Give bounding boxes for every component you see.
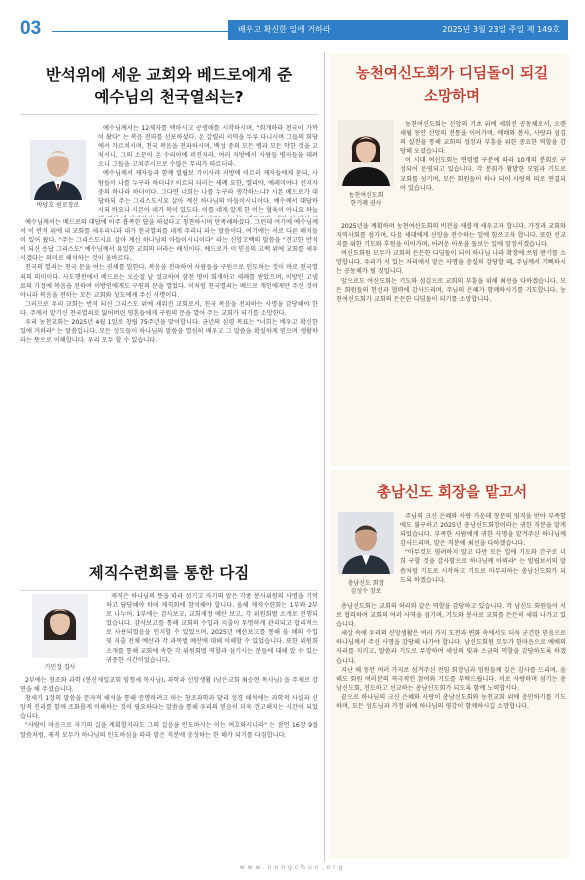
section-title: 배우고 확신한 일에 거하라	[238, 25, 331, 34]
footer-website: www.nongchun.org	[239, 864, 346, 871]
column-divider	[324, 52, 325, 862]
article1-body-top	[98, 124, 318, 217]
article1-title-line1: 반석위에 세운 교회와 베드로에게 준	[45, 66, 293, 84]
article1-paragraph: 그러므로 우리 교회는 반석 되신 그리스도 위에 세워진 교회로서, 천국 복음을 전파하는 사명을 감당해야 한다. 주께서 맡기신 천국열쇠로 잃어버린 영혼들에게 구원의 문을 열어 주는 교회가 되기를 소망한다.	[20, 300, 318, 317]
article2-caption: 기민정 집사	[44, 664, 76, 671]
article1-paragraph: 예수님께서는 12제자를 택하시고 공생애를 시작하시며, "회개하라 천국이 가까이 왔다" 는 복음 전파를 선포하셨다. 온 갈릴리 지역을 두루 다니시며 그들의 회당에서 가르치시며, 천국 복음을 전파하시며, 백성 중의 모든 병과 모든 약한 것을 고치시니, 그의 소문이 온 수리아에 퍼진지라, 여러 지방에서 사람들 병자들을 데려오니 그들을 고쳐주시므로 수많은 무리가 따르더라.	[98, 125, 318, 169]
page-header	[20, 18, 568, 42]
article4-paragraph: 총남신도회는 교회의 허리와 같은 역할을 감당하고 있습니다. 각 남신도 회원들이 서로 협력하여 교회의 여러 사역을 섬기며, 기도와 봉사로 교회를 든든히 세워 나가고 있습니다.	[336, 603, 566, 629]
article4-caption	[334, 580, 398, 596]
article2-paragraph: 창세기 1장의 말씀을 문자적 해석을 통해 증명하려고 하는 창조과학과 달리 성경 해석에는 과학적 사실과 신앙적 진리를 함께 조화롭게 이해하는 것이 필요하다는 말씀을 통해 우리의 믿음이 더욱 견고해지는 시간이 되었습니다.	[20, 695, 318, 721]
article2-paragraph: "사람이 마음으로 자기의 길을 계획할지라도 그의 걸음을 인도하시는 이는 여호와시니라" 는 잠언 16장 9절 말씀처럼, 제직 모두가 하나님의 인도하심을 따라 맡은 직분에 충성하는 한 해가 되기를 다짐합니다.	[20, 722, 318, 739]
article4-paragraph: 세상 속에 우리의 신앙생활은 여러 가지 도전과 변화 속에서도 더욱 굳건한 믿음으로 하나님께서 주신 사명을 감당해 나가야 합니다. 남신도회원 모두가 한마음으로 예배의 자리를 지키고, 말씀과 기도로 무장하여 세상의 빛과 소금의 역할을 감당하도록 하겠습니다.	[336, 630, 566, 665]
page-number: 03	[20, 18, 42, 39]
article1-paragraph: 우리 농천교회는 2025년 4월 1일로 창립 75주년을 맞이합니다. 금년의 심령 목표는 "너희는 배우고 확신한 일에 거하라" 는 말씀입니다. 모든 성도들이 하나님의 말씀을 열심히 배우고 그 말씀을 확실하게 믿으며 생활하라는 뜻으로 이해합니다. 우리 모두 할 수 있습니다.	[20, 319, 318, 345]
article3-caption-line1: 농천여신도회	[348, 192, 384, 199]
article2-rule	[20, 590, 318, 591]
article3-body	[336, 222, 566, 462]
article2-body	[20, 676, 318, 846]
article1-caption: 박양호 원로장로	[36, 202, 80, 209]
article2-photo	[32, 594, 88, 658]
article4-paragraph: 끝으로 하나님의 크신 은혜와 사랑이 총남신도회와 농천교회 위에 충만하기를 기도하며, 모든 성도님과 가정 위에 하나님의 평강이 함께하시길 소망합니다.	[336, 693, 566, 711]
article2-paragraph: 제직은 하나님의 뜻을 따라 섬기고 자기의 맡은 각종 봉사위원의 사명을 기억하고 담당해야 하며 제직회에 참석해야 합니다. 올해 제직수련회는 1부와 2부로 나누어, 1부에는 감사보고, 교회재정 예산 보고, 각 위원회별 소개로 진행되었습니다. 감사보고를 통해 교회의 수입과 지출이 투명하게 관리되고 합리적으로 사용되었음을 인지할 수 있었으며, 2025년 예산보고를 통해 올 해의 수입 및 지출 전체 예산과 각 과목별 예산에 대해 이해할 수 있었습니다. 또한 위원회 소개를 통해 교회에 속한 각 위원회별 역할과 섬기시는 분들에 대해 알 수 있는 귀중한 시간이었습니다.	[106, 593, 318, 664]
article4-paragraph: 지난 해 동안 여러 가지로 섬겨주신 전임 회장님과 임원들께 깊은 감사를 드리며, 올해도 회원 여러분의 적극적인 참여와 기도를 부탁드립니다. 서로 사랑하며 섬기는 총남신도회, 전도하고 선교하는 총남신도회가 되도록 함께 노력합시다.	[336, 666, 566, 692]
article4-body	[336, 602, 566, 854]
article3-caption	[334, 192, 398, 208]
article3-caption-line2: 한기례 권사	[350, 200, 382, 207]
article1-photo	[30, 140, 86, 200]
article3-title-line2: 소망하며	[423, 88, 481, 105]
article3-body-top	[400, 120, 566, 220]
article4-body-top	[400, 512, 566, 600]
article3-paragraph: 2025년을 계획하며 농천여신도회의 비전을 새롭게 세우고자 합니다. 가정과 교회와 지역사회를 섬기며, 다음 세대에게 신앙을 전수하는 일에 힘쓰고자 합니다. 또한 선교지를 위한 기도와 후원을 이어가며, 어려운 이웃을 돌보는 일에 앞장서겠습니다.	[336, 223, 566, 249]
article1-title	[20, 64, 318, 108]
article4-caption-line2: 김성수 장로	[350, 588, 382, 595]
article3-paragraph: 이 시대 여신도회는 연령별 구분에 따라 10개의 분회로 구성되어 운영되고 있습니다. 각 분회가 활발한 모임과 기도로 교회를 섬기며, 모든 회원들이 하나 되어 사랑의 띠로 연결되어 있습니다.	[400, 157, 566, 192]
article4-caption-line1: 총남신도 회장	[347, 580, 385, 587]
article3-paragraph: 여신도회원 모두가 교회의 든든한 디딤돌이 되어 하나님 나라 확장에 쓰임 받기를 소망합니다. 우리가 서 있는 자리에서 맡은 사명을 충실히 감당할 때, 주님께서 기뻐하시는 공동체가 될 것입니다.	[336, 250, 566, 276]
article3-title-line1: 농천여신도회가 디딤돌이 되길	[355, 65, 549, 82]
article1-paragraph: 예수님께서 제자들과 함께 빌립보 가이사랴 지방에 이르러 제자들에게 묻되, 사람들이 나를 누구라 하더냐? 이르되 더러는 세례 요한, 엘리야, 예레미야나 선지자 중의 하나라 하더이다. 그다면 너희는 나를 누구라 생각하느냐? 시몬 베드로가 대답하되 주는 그리스도시요 살아 계신 하나님의 아들이시니이다. 예수께서 대답하시되 바요나 시몬아 네가 복이 있도다. 이를 네게 알게 한 이는 혈육이 아니요 하늘	[98, 170, 318, 214]
article1-paragraph: 예수님께서는 베드로의 대답에 아주 흡족한 답을 하셨다고 칭찬하시며 만족해하셨다. 그런데 여기에 예수님께서 이 반석 위에 내 교회를 세우리니라 내가 천국열쇠를 네게 주리니 라는 말씀이다. 여기에는 서로 다른 해석들이 있어 왔다. "주는 그리스도시요 살아 계신 하나님의 아들이시니이다" 라는 신앙고백의 말씀을 "견고한 반석이 되신 응답 그리스도" 예수님께서 유일한 교회의 터라는 해석이다. 베드로가 이 믿음의 고백 위에 교회를 세우시겠다는 의미로 해석하는 것이 올바르다.	[20, 219, 318, 263]
article2-title: 제직수련회를 통한 다짐	[88, 564, 250, 582]
article1-title-line2: 예수님의 천국열쇠는?	[94, 88, 244, 106]
article3-photo	[338, 120, 394, 186]
article3-paragraph: 농천여신도회는 신앙의 기초 위에 세워진 공동체로서, 오랜 세월 동안 신앙의 전통을 이어가며, 예배와 봉사, 사랑과 섬김의 실천을 통해 교회의 성장과 부흥을 위한 중요한 역할을 감당해 오셨습니다.	[400, 121, 566, 156]
article2-paragraph: 2부에는 창조와 과학 (봉산제일교회 임청세 목사님), 과학과 신앙생활 (남은교회 최승현 목사님) 을 주제로 강연을 해 주셨습니다.	[20, 677, 318, 694]
article4-title: 총남신도 회장을 맡고서	[376, 484, 528, 501]
article1-paragraph: 천국의 열쇠는 천국 문을 여는 권세를 말한다. 복음을 전파하여 사람들을 구원으로 인도하는 것이 바로 천국열쇠의 의미이다. 사도행전에서 베드로는 오순절 날 설교하여 삼천 명이 회개하고 세례를 받았으며, 이방인 고넬료의 가정에 복음을 전하여 이방인에게도 구원의 문을 열었다. 이처럼 천국열쇠는 베드로 개인에게만 주신 것이 아니라 복음을 전하는 모든 교회와 성도에게 주신 사명이다.	[20, 264, 318, 299]
article4-paragraph: "아무것도 염려하지 말고 다만 모든 일에 기도와 간구로 너희 구할 것을 감사함으로 하나님께 아뢰라" 는 빌립보서의 말씀처럼 기도로 시작하고 기도로 마무리하는 총남신도회가 되도록 하겠습니다.	[400, 549, 566, 584]
article3-title	[336, 62, 568, 108]
article1-body	[20, 218, 318, 540]
article4-photo	[338, 512, 394, 574]
issue-date: 2025년 3월 23일 주일 제 149호	[442, 25, 560, 34]
article3-paragraph: 앞으로도 여신도회는 기도와 섬김으로 교회의 부흥을 위해 최선을 다하겠습니다. 모든 회원들의 헌신과 협력에 감사드리며, 주님의 은혜가 함께하시기를 기도합니다. 농천여신도회가 교회의 든든한 디딤돌이 되기를 소망합니다.	[336, 277, 566, 303]
article4-paragraph: 주님의 크신 은혜와 사랑 가운데 창문의 임직을 받아 부족함에도 불구하고 2025년 총남신도회장이라는 귀한 직분을 맡게 되었습니다. 부족한 사람에게 귀한 사명을 맡겨주신 하나님께 감사드리며, 맡은 직분에 최선을 다하겠습니다.	[400, 513, 566, 548]
article2-body-top	[106, 592, 318, 675]
article1-rule	[20, 114, 318, 115]
